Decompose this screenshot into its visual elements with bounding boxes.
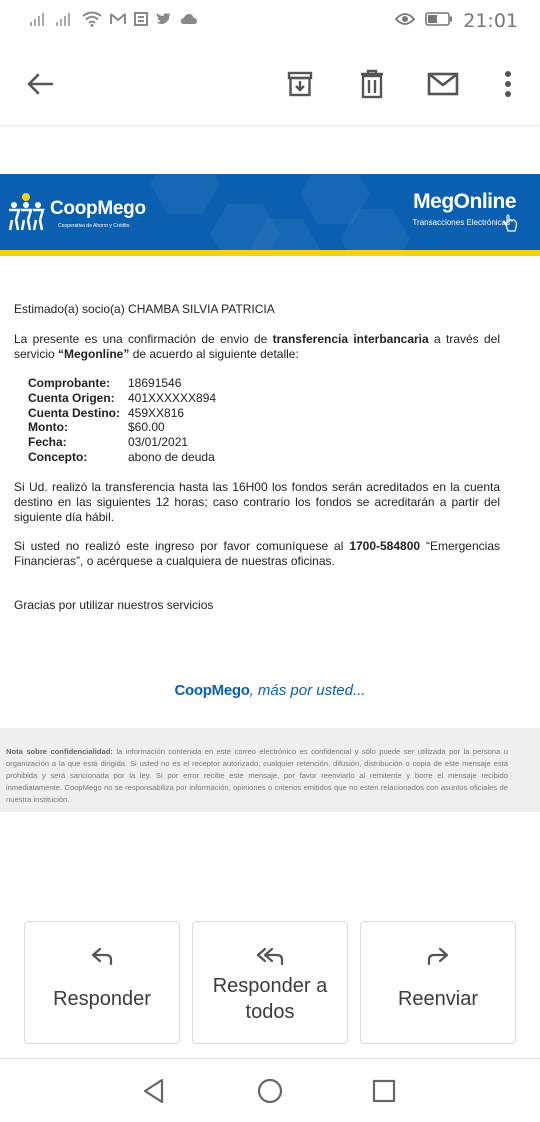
banner-accent-stripe <box>0 250 540 256</box>
battery-icon <box>425 12 453 31</box>
transfer-details <box>28 376 216 465</box>
megonline-subtitle: Transacciones Electrónicas <box>412 218 510 227</box>
detail-label: Concepto: <box>28 449 88 464</box>
twitter-icon <box>156 12 172 31</box>
megonline-brand: MegOnline <box>413 190 516 213</box>
detail-label: Fecha: <box>28 435 67 450</box>
more-vert-icon[interactable] <box>490 66 526 102</box>
detail-row <box>28 450 216 465</box>
reply-all-icon <box>193 946 347 966</box>
detail-row <box>28 420 216 435</box>
reply-all-label: Responder a todos <box>212 975 328 1023</box>
detail-row <box>28 376 216 391</box>
coopmego-brand: CoopMego <box>50 198 146 219</box>
reply-button[interactable] <box>24 921 180 1044</box>
detail-label: Monto: <box>28 420 68 435</box>
delete-icon[interactable] <box>354 66 390 102</box>
eye-icon <box>395 12 415 31</box>
forward-button[interactable] <box>360 921 516 1044</box>
status-bar <box>0 0 540 42</box>
home-circle-icon[interactable] <box>254 1075 286 1107</box>
system-nav-bar <box>0 1058 540 1122</box>
forward-label: Reenviar <box>397 988 479 1010</box>
status-bar-left <box>30 11 198 31</box>
wifi-icon <box>82 11 102 32</box>
recents-square-icon[interactable] <box>368 1075 400 1107</box>
detail-value: $60.00 <box>128 420 165 435</box>
mail-icon[interactable] <box>425 66 461 102</box>
news-icon <box>134 12 148 31</box>
detail-row <box>28 391 216 406</box>
signal-icon <box>30 12 48 31</box>
detail-value: 03/01/2021 <box>128 435 189 450</box>
tagline-slogan: , más por usted... <box>249 682 366 699</box>
detail-value: 401XXXXXX894 <box>128 390 217 405</box>
coopmego-logo-icon <box>5 190 47 237</box>
schedule-paragraph: Si Ud. realizó la transferencia hasta las 16H00 los fondos serán acreditados en la cuenta destino en las siguientes 12 horas; caso contrario los fondos se acreditarán a partir del siguiente día hábil. <box>14 480 500 524</box>
confidentiality-notice <box>0 728 540 812</box>
forward-icon <box>361 946 515 966</box>
signal-icon <box>56 12 74 31</box>
detail-value: 18691546 <box>128 376 182 390</box>
detail-row <box>28 435 216 450</box>
thanks-text: Gracias por utilizar nuestros servicios <box>14 598 214 612</box>
cloud-icon <box>180 12 198 30</box>
detail-row <box>28 406 216 421</box>
email-banner <box>0 174 540 256</box>
detail-value: 459XX816 <box>128 405 185 420</box>
tagline <box>0 682 540 699</box>
app-bar <box>0 46 540 126</box>
tagline-brand: CoopMego <box>174 682 250 699</box>
reply-icon <box>25 946 179 966</box>
detail-label: Cuenta Destino: <box>28 405 121 420</box>
detail-value: abono de deuda <box>128 449 215 464</box>
archive-icon[interactable] <box>282 66 318 102</box>
confidentiality-title: Nota sobre confidencialidad: <box>6 747 113 756</box>
detail-label: Cuenta Origen: <box>28 390 115 405</box>
reply-all-button[interactable] <box>192 921 348 1044</box>
coopmego-subtitle: Cooperativa de Ahorro y Crédito <box>58 223 130 229</box>
back-triangle-icon[interactable] <box>138 1075 170 1107</box>
pointer-hand-icon <box>502 214 518 237</box>
intro-paragraph: La presente es una confirmación de envio de transferencia interbancaria a través del servicio “Megonline” de acuerdo al siguiente detalle: <box>14 332 500 361</box>
confidentiality-body: la información contenida en este correo electrónico es confidencial y sólo puede ser utilizada por la persona u organización a la que está dirigida. Si usted no es el receptor autorizado, cualquier retención, difusión, distribución o copia de este mensaje está prohibida y será sancionada por la ley. Si por error recibe este mensaje, por favor reenviarlo al remitente y borre el mensaje recibido inmediatamente. CoopMego no se responsabiliza por información, opiniones o criterios emitidos que no esten relacionados con asuntos oficiales de nuestra institución. <box>6 747 508 804</box>
gmail-icon <box>110 12 126 30</box>
contact-paragraph: Si usted no realizó este ingreso por favor comuníquese al 1700-584800 “Emergencias Financieras”, o acérquese a cualquiera de nuestras oficinas. <box>14 539 500 568</box>
clock: 21:01 <box>463 10 518 32</box>
reply-label: Responder <box>53 988 151 1010</box>
back-arrow-icon[interactable] <box>22 66 58 102</box>
status-bar-right <box>395 10 518 32</box>
greeting: Estimado(a) socio(a) CHAMBA SILVIA PATRICIA <box>14 302 275 316</box>
detail-label: Comprobante: <box>28 376 110 390</box>
